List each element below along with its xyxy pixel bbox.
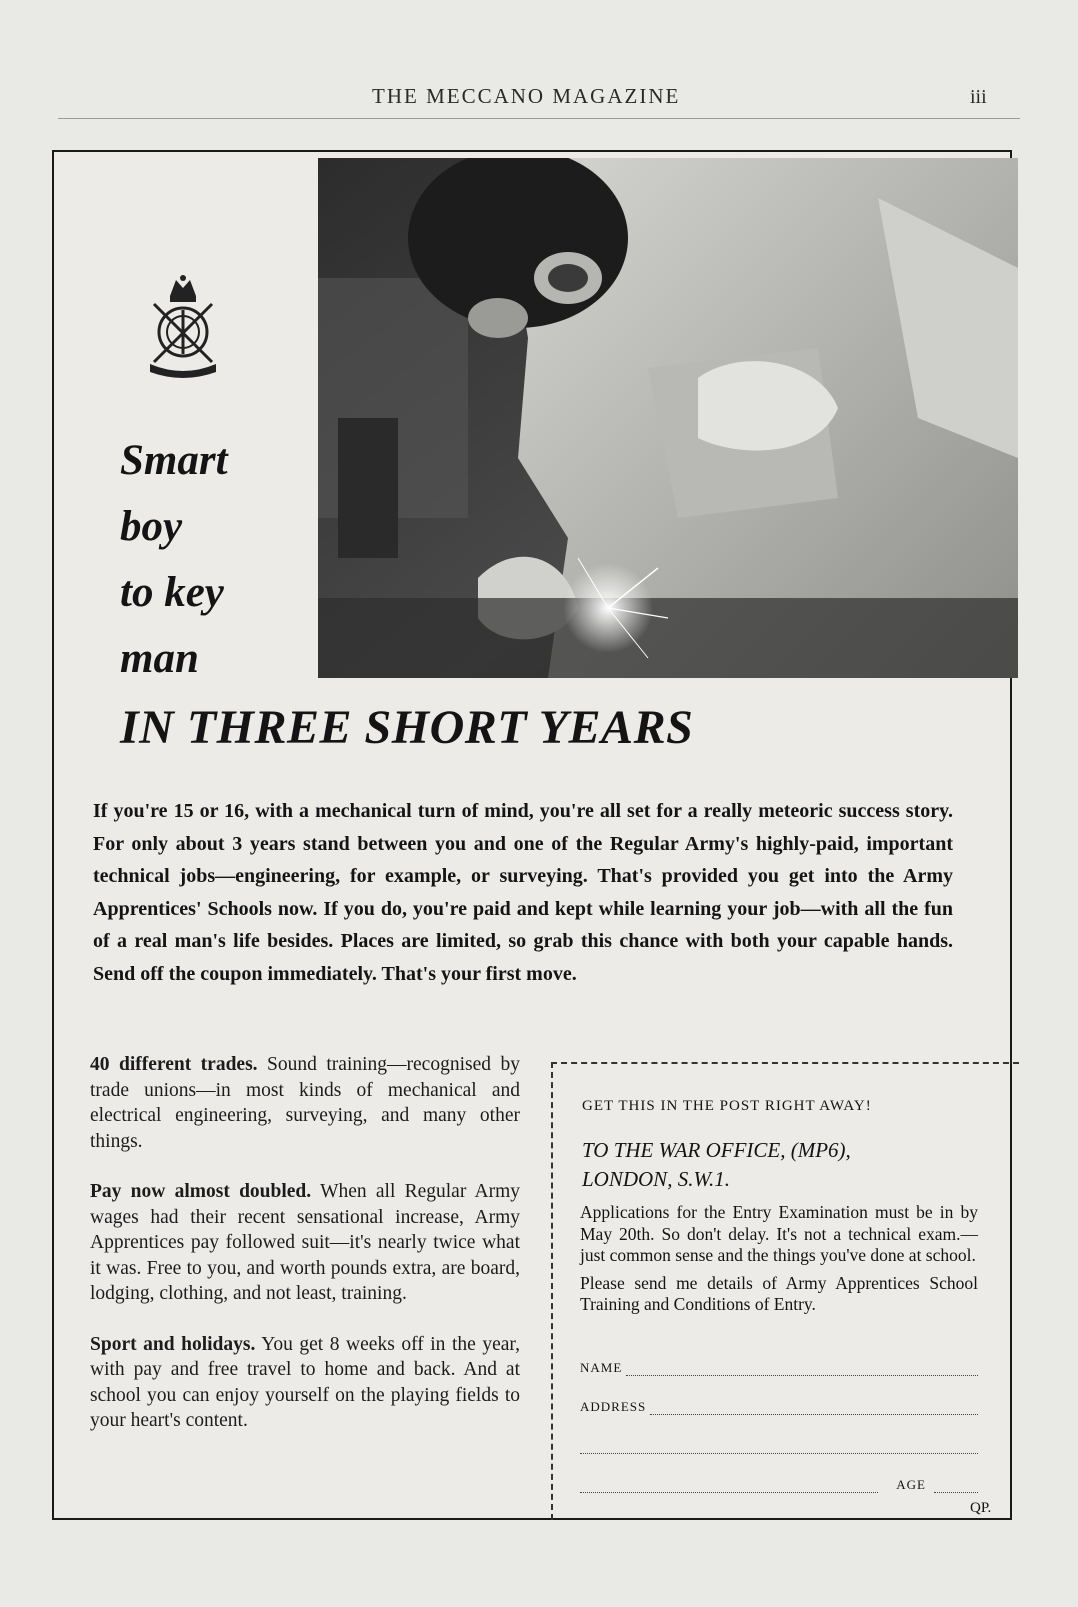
age-label: AGE [896, 1477, 926, 1492]
name-label: NAME [580, 1360, 623, 1375]
intro-paragraph: If you're 15 or 16, with a mechanical turn of mind, you're all set for a really meteoric success story. For only about 3 years stand between you and one of the Regular Army's highly-paid, important technical jobs—engineering, for example, or surveying. That's provided you get into the Army Apprentices' Schools now. If you do, you're paid and kept while learning your job—with all the fun of a real man's life besides. Places are limited, so grab this chance with both your capable hands. Send off the coupon immediately. That's your first move. [93, 800, 953, 985]
magazine-title: THE MECCANO MAGAZINE [372, 84, 681, 108]
coupon-request: Please send me details of Army Apprentices School Training and Conditions of Entry. [580, 1272, 978, 1314]
benefit-paragraph [90, 1179, 520, 1307]
age-line[interactable] [934, 1478, 978, 1493]
coupon-heading: GET THIS IN THE POST RIGHT AWAY! [582, 1098, 872, 1114]
benefit-lead: Pay now almost doubled. [90, 1181, 312, 1202]
slogan-line: boy [120, 503, 183, 550]
coupon-code: QP. [970, 1500, 992, 1516]
benefit-lead: 40 different trades. [90, 1054, 258, 1075]
slogan [120, 428, 310, 692]
address-field[interactable] [580, 1395, 978, 1415]
benefit-body: When all Regular Army wages had their recent sensational increase, Army Apprentices pay followed suit—it's nearly twice what it was. Free to you, and worth pounds extra, are board, lodging, clothing, and not least, training. [90, 1181, 520, 1304]
coupon-text [580, 1202, 978, 1322]
address-line-3[interactable] [580, 1478, 878, 1493]
address-line: LONDON, S.W.1. [582, 1167, 731, 1191]
benefit-body: Sound training—recognised by trade unions—in most kinds of mechanical and electrical engineering, surveying, and many other things. [90, 1054, 520, 1152]
slogan-line: to key [120, 569, 224, 616]
welder-photo [318, 158, 1018, 678]
coupon-notice: Applications for the Entry Examination must be in by May 20th. So don't delay. It's not a technical exam.—just common sense and the things you've done at school. [580, 1202, 978, 1265]
slogan-line: Smart [120, 437, 228, 484]
address-line-2[interactable] [580, 1439, 978, 1454]
army-crest-icon [146, 274, 220, 378]
address-age-row[interactable] [580, 1473, 978, 1493]
name-line[interactable] [626, 1361, 978, 1376]
headline: IN THREE SHORT YEARS [120, 701, 694, 754]
coupon-address [582, 1136, 851, 1194]
benefit-paragraph [90, 1052, 520, 1154]
address-line-1[interactable] [650, 1400, 978, 1415]
address-field-2[interactable] [580, 1434, 978, 1454]
page-header [0, 84, 1078, 114]
address-line: TO THE WAR OFFICE, (MP6), [582, 1138, 851, 1162]
page-number: iii [970, 86, 987, 108]
name-field[interactable] [580, 1356, 978, 1376]
slogan-line: man [120, 635, 199, 682]
address-label: ADDRESS [580, 1399, 647, 1414]
benefit-lead: Sport and holidays. [90, 1333, 256, 1355]
benefits-column [90, 1052, 520, 1459]
header-rule [58, 118, 1020, 119]
benefit-body: You get 8 weeks off in the year, with pay and free travel to home and back. And at school you can enjoy yourself on the playing fields to your heart's content. [90, 1333, 520, 1431]
benefit-paragraph [90, 1332, 520, 1434]
